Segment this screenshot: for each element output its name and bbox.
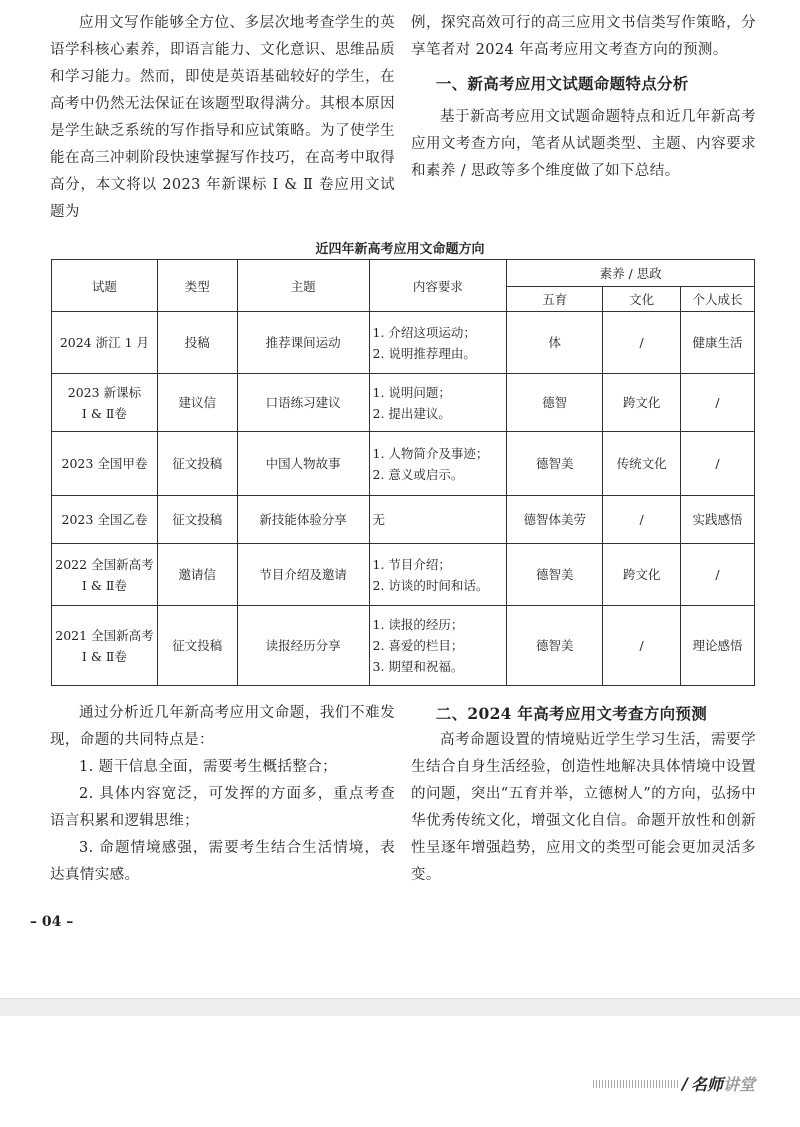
cell-line: 2023 全国乙卷 xyxy=(61,512,148,527)
cell-growth: 实践感悟 xyxy=(681,496,755,544)
section1-title: 一、新高考应用文试题命题特点分析 xyxy=(435,74,689,93)
header-theme: 主题 xyxy=(237,260,369,312)
header-culture: 文化 xyxy=(603,287,681,312)
cell-five-education: 德智美 xyxy=(507,606,603,686)
table-row xyxy=(52,312,755,374)
cell-line: 2. 访谈的时间和话。 xyxy=(372,577,489,593)
footer-slash-mark: / xyxy=(682,1074,688,1093)
cell-line: 2024 浙江 1 月 xyxy=(59,335,150,350)
cell-exam xyxy=(52,312,158,374)
cell-line: 2. 说明推荐理由。 xyxy=(372,345,476,361)
header-requirement: 内容要求 xyxy=(369,260,507,312)
cell-five-education: 德智 xyxy=(507,374,603,432)
cell-five-education: 德智体美劳 xyxy=(507,496,603,544)
section2-paragraph: 高考命题设置的情境贴近学生学习生活，需要学生结合自身生活经验，创造性地解决具体情境中设置的问题，突出“五育并举，立德树人”的方向，弘扬中华优秀传统文化，增强文化自信。命题开放性和创新性呈逐年增强趋势，应用文的类型可能会更加灵活多变。 xyxy=(411,732,756,883)
cell-exam xyxy=(52,374,158,432)
cell-theme: 推荐课间运动 xyxy=(237,312,369,374)
cell-theme: 新技能体验分享 xyxy=(237,496,369,544)
cell-line: Ⅰ & Ⅱ卷 xyxy=(81,577,127,593)
page-number: – 04 – xyxy=(30,914,74,930)
header-type: 类型 xyxy=(157,260,237,312)
cell-line: 1. 介绍这项运动； xyxy=(372,324,476,340)
cell-culture: 跨文化 xyxy=(603,374,681,432)
footer-logo xyxy=(593,1072,755,1095)
cell-line: 1. 读报的经历； xyxy=(372,617,464,632)
cell-line: 2. 意义或启示。 xyxy=(372,466,464,482)
bottom-band xyxy=(0,998,800,1016)
cell-exam xyxy=(52,496,158,544)
cell-line: 2021 全国新高考 xyxy=(55,627,154,643)
cell-exam xyxy=(52,544,158,606)
cell-requirement xyxy=(369,606,507,686)
cell-growth: / xyxy=(681,432,755,496)
cell-theme: 口语练习建议 xyxy=(237,374,369,432)
cell-culture: / xyxy=(603,606,681,686)
bottom-right-column xyxy=(411,700,756,889)
table-row xyxy=(52,496,755,544)
cell-growth: 理论感悟 xyxy=(681,606,755,686)
section1-paragraph: 基于新高考应用文试题命题特点和近几年新高考应用文考查方向，笔者从试题类型、主题、内容要求和素养 / 思政等多个维度做了如下总结。 xyxy=(411,109,756,179)
section2-title: 二、2024 年高考应用文考查方向预测 xyxy=(435,704,708,723)
cell-requirement xyxy=(369,374,507,432)
cell-line: 2. 提出建议。 xyxy=(372,405,451,421)
bottom-left-column xyxy=(50,700,395,889)
intro-paragraph: 应用文写作能够全方位、多层次地考查学生的英语学科核心素养，即语言能力、文化意识、思维品质和学习能力。然而，即使是英语基础较好的学生，在高考中仍然无法保证在该题型取得满分。其根本原因是学生缺乏系统的写作指导和应试策略。为了使学生能在高三冲刺阶段快速掌握写作技巧，在高考中取得高分，本文将以 2023 年新课标 Ⅰ & Ⅱ 卷应用文试题为 xyxy=(50,15,395,220)
cell-line: 3. 期望和祝福。 xyxy=(372,659,464,674)
cell-theme: 中国人物故事 xyxy=(237,432,369,496)
table-row xyxy=(52,606,755,686)
exam-direction-table xyxy=(51,259,755,686)
header-exam: 试题 xyxy=(52,260,158,312)
footer-dotted-line xyxy=(593,1080,678,1088)
cell-type: 征文投稿 xyxy=(157,496,237,544)
cell-line: 2023 全国甲卷 xyxy=(61,456,148,471)
cell-type: 建议信 xyxy=(157,374,237,432)
table-row xyxy=(52,544,755,606)
cell-exam xyxy=(52,606,158,686)
cell-culture: / xyxy=(603,312,681,374)
cell-line: 2022 全国新高考 xyxy=(55,556,154,572)
cell-growth: / xyxy=(681,374,755,432)
cell-line: 1. 节目介绍； xyxy=(372,556,451,572)
cell-five-education: 德智美 xyxy=(507,432,603,496)
header-five-education: 五育 xyxy=(507,287,603,312)
cell-theme: 节目介绍及邀请 xyxy=(237,544,369,606)
table-row xyxy=(52,432,755,496)
cell-line: 1. 说明问题； xyxy=(372,384,451,400)
cell-type: 邀请信 xyxy=(157,544,237,606)
cell-growth: / xyxy=(681,544,755,606)
analysis-intro: 通过分析近几年新高考应用文命题，我们不难发现，命题的共同特点是： xyxy=(50,705,395,748)
cell-five-education: 体 xyxy=(507,312,603,374)
header-growth: 个人成长 xyxy=(681,287,755,312)
cell-line: Ⅰ & Ⅱ卷 xyxy=(81,405,127,421)
analysis-point-3: 3. 命题情境感强，需要考生结合生活情境，表达真情实感。 xyxy=(50,840,395,883)
cell-line: 1. 人物简介及事迹； xyxy=(372,445,489,461)
cell-line: Ⅰ & Ⅱ卷 xyxy=(81,648,127,664)
analysis-point-1: 1. 题干信息全面，需要考生概括整合； xyxy=(79,759,338,775)
cell-growth: 健康生活 xyxy=(681,312,755,374)
cell-culture: 传统文化 xyxy=(603,432,681,496)
cell-theme: 读报经历分享 xyxy=(237,606,369,686)
cell-five-education: 德智美 xyxy=(507,544,603,606)
top-right-column xyxy=(411,10,756,185)
top-left-column xyxy=(50,10,395,226)
cell-line: 无 xyxy=(372,512,386,527)
cell-culture: 跨文化 xyxy=(603,544,681,606)
cell-type: 投稿 xyxy=(157,312,237,374)
header-literacy: 素养 / 思政 xyxy=(507,260,755,287)
cell-type: 征文投稿 xyxy=(157,606,237,686)
cell-exam xyxy=(52,432,158,496)
cell-type: 征文投稿 xyxy=(157,432,237,496)
table-row xyxy=(52,374,755,432)
cell-requirement xyxy=(369,312,507,374)
footer-text-1: 名师 xyxy=(690,1075,723,1094)
table-title: 近四年新高考应用文命题方向 xyxy=(315,242,485,257)
cell-line: 2. 喜爱的栏目； xyxy=(372,638,464,653)
analysis-point-2: 2. 具体内容宽泛，可发挥的方面多，重点考查语言积累和逻辑思维； xyxy=(50,786,395,829)
intro-paragraph-continued: 例，探究高效可行的高三应用文书信类写作策略，分享笔者对 2024 年高考应用文考查方向的预测。 xyxy=(411,15,756,58)
footer-text-2: 讲堂 xyxy=(722,1075,755,1094)
cell-requirement xyxy=(369,496,507,544)
cell-requirement xyxy=(369,544,507,606)
cell-culture: / xyxy=(603,496,681,544)
cell-requirement xyxy=(369,432,507,496)
cell-line: 2023 新课标 xyxy=(67,384,142,400)
